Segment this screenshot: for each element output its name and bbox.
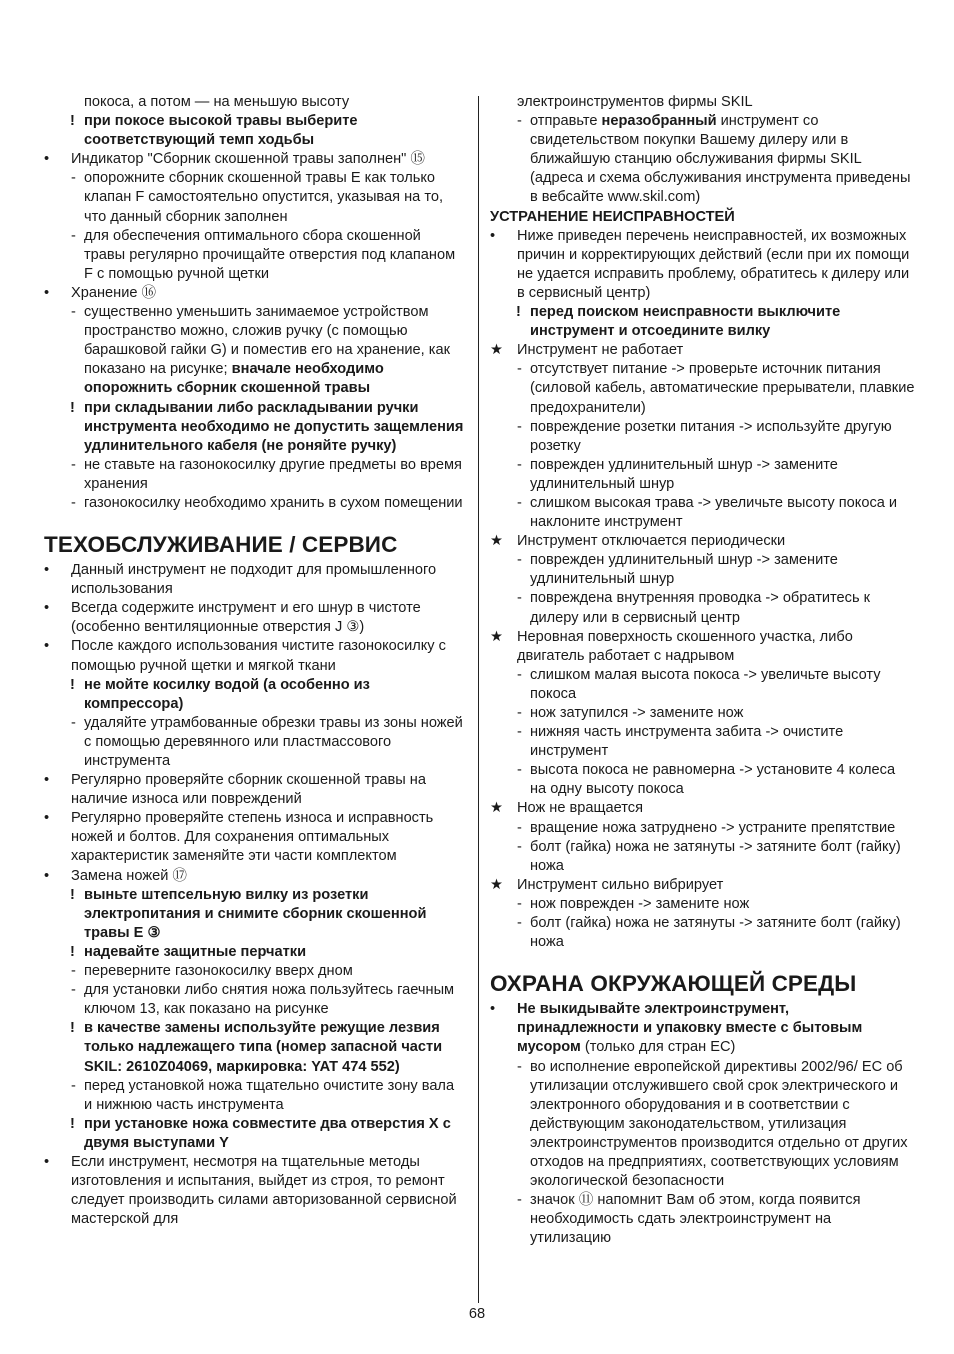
list-item — [44, 303, 464, 398]
dash-marker: - — [517, 1192, 522, 1209]
item-text: отправьте — [530, 113, 602, 130]
dash-marker: - — [71, 714, 76, 731]
list-item — [44, 494, 464, 513]
list-item — [490, 914, 915, 952]
list-item — [490, 1000, 915, 1057]
dash-marker: - — [517, 915, 522, 932]
warning-marker: ! — [70, 943, 75, 960]
item-text: нож затупился -> замените нож — [530, 705, 744, 721]
item-text: Неровная поверхность скошенного участка, либо двигатель работает с надрывом — [517, 628, 853, 664]
item-text: не мойте косилку водой (а особенно из компрессора) — [84, 676, 370, 712]
item-text: нижняя часть инструмента забита -> очистите инструмент — [530, 724, 844, 760]
bullet-marker: • — [44, 151, 50, 168]
warning-marker: ! — [70, 113, 75, 130]
warning-marker: ! — [70, 676, 75, 693]
list-item — [44, 456, 464, 494]
bullet-marker: • — [44, 1153, 50, 1170]
dash-marker: - — [71, 982, 76, 999]
star-marker: ★ — [490, 800, 504, 817]
item-text: во исполнение европейской директивы 2002/96/ ЕС об утилизации отслужившего свой срок электрического и электронного оборудования и в соответствии с действующим законодательством, утилизация электроинструментов производится отдельно от других отходов на предприятиях, соответствующих условиям экологической безопасности — [530, 1058, 908, 1190]
item-text: не ставьте на газонокосилку другие предметы во время хранения — [84, 456, 462, 492]
list-item — [44, 399, 464, 456]
dash-marker: - — [517, 819, 522, 836]
item-bold-text: неразобранный — [601, 113, 717, 130]
list-item — [44, 1019, 464, 1076]
star-marker: ★ — [490, 533, 504, 550]
list-item — [490, 532, 915, 551]
item-bold-text: вначале необходимо опорожнить сборник скошенной травы — [84, 361, 384, 397]
list-item — [490, 303, 915, 341]
section-heading: УСТРАНЕНИЕ НЕИСПРАВНОСТЕЙ — [490, 208, 735, 225]
list-item — [490, 761, 915, 799]
list-item — [490, 1191, 915, 1248]
item-text: высота покоса не равномерна -> установите 4 колеса на одну высоту покоса — [530, 762, 896, 798]
item-text: Регулярно проверяйте степень износа и исправность ножей и болтов. Для сохранения оптимальных характеристик заменяйте эти части комплектом — [71, 810, 434, 865]
item-text: слишком малая высота покоса -> увеличьте высоту покоса — [530, 666, 881, 702]
list-item — [490, 876, 915, 895]
list-item — [44, 809, 464, 866]
item-text: Индикатор "Сборник скошенной травы заполнен" ⑮ — [71, 151, 426, 168]
list-item — [490, 227, 915, 303]
column-divider — [478, 96, 479, 1303]
dash-marker: - — [517, 666, 522, 683]
item-text: при установке ножа совместите два отверстия X с двумя выступами Y — [84, 1115, 451, 1151]
item-text: электроинструментов фирмы SKIL — [517, 94, 753, 110]
item-text: вращение ножа затруднено -> устраните препятствие — [530, 819, 896, 836]
star-marker: ★ — [490, 628, 504, 645]
dash-marker: - — [71, 304, 76, 321]
item-text: слишком высокая трава -> увеличьте высоту покоса и наклоните инструмент — [530, 494, 898, 531]
item-text: газонокосилку необходимо хранить в сухом помещении — [84, 494, 463, 511]
dash-marker: - — [517, 456, 522, 473]
item-text: После каждого использования чистите газонокосилку с помощью ручной щетки и мягкой ткани — [71, 638, 446, 674]
item-text: нож поврежден -> замените нож — [530, 895, 750, 912]
item-text: Ниже приведен перечень неисправностей, их возможных причин и корректирующих действий (если при их помощи не удается исправить проблему, обратитесь к дилеру или в сервисный центр) — [517, 227, 910, 301]
item-text: Инструмент сильно вибрирует — [517, 876, 724, 893]
list-item — [44, 637, 464, 675]
item-text: при покосе высокой травы выберите соответствующий темп ходьбы — [84, 113, 358, 149]
list-item — [44, 561, 464, 599]
item-text: (только для стран ЕС) — [580, 1039, 736, 1056]
item-text: опорожните сборник скошенной травы E как только клапан F самостоятельно опустится, указывая на то, что данный сборник заполнен — [84, 170, 444, 225]
bullet-marker: • — [44, 638, 50, 655]
list-item — [44, 867, 464, 886]
dash-marker: - — [71, 1077, 76, 1094]
list-item — [44, 93, 464, 112]
item-text: покоса, а потом — на меньшую высоту — [84, 94, 350, 110]
dash-marker: - — [71, 170, 76, 187]
bullet-marker: • — [490, 1001, 496, 1018]
dash-marker: - — [71, 456, 76, 473]
list-item — [490, 93, 915, 112]
right-column — [490, 93, 915, 1248]
list-item — [490, 819, 915, 838]
item-text: Нож не вращается — [517, 800, 643, 817]
item-text: повреждена внутренняя проводка -> обратитесь к дилеру или в сервисный центр — [530, 590, 871, 626]
list-item — [44, 112, 464, 150]
item-text: Хранение ⑯ — [71, 284, 157, 301]
list-item — [490, 494, 915, 532]
left-column — [44, 93, 464, 1229]
dash-marker: - — [517, 724, 522, 741]
item-text: Инструмент отключается периодически — [517, 533, 786, 550]
list-item — [490, 628, 915, 666]
item-text: переверните газонокосилку вверх дном — [84, 963, 353, 980]
item-text: для обеспечения оптимального сбора скошенной травы регулярно прочищайте отверстия под клапаном F с помощью ручной щетки — [84, 227, 456, 282]
item-text: повреждение розетки питания -> используйте другую розетку — [530, 418, 892, 454]
list-item — [490, 666, 915, 704]
dash-marker: - — [517, 552, 522, 569]
dash-marker: - — [517, 494, 522, 511]
list-item — [44, 1115, 464, 1153]
list-item — [44, 886, 464, 943]
list-item — [44, 962, 464, 981]
list-item — [490, 704, 915, 723]
star-marker: ★ — [490, 876, 504, 893]
list-item — [44, 676, 464, 714]
list-item — [490, 341, 915, 360]
dash-marker: - — [517, 895, 522, 912]
item-text: болт (гайка) ножа не затянуты -> затяните болт (гайку) ножа — [530, 838, 901, 874]
dash-marker: - — [71, 963, 76, 980]
list-item — [490, 589, 915, 627]
section-heading: ТЕХОБСЛУЖИВАНИЕ / СЕРВИС — [44, 532, 398, 558]
warning-marker: ! — [70, 1020, 75, 1037]
warning-marker: ! — [70, 399, 75, 416]
list-item — [44, 227, 464, 284]
dash-marker: - — [517, 361, 522, 378]
item-bold-text: Не выкидывайте электроинструмент, принадлежности и упаковку вместе с бытовым мусором — [517, 1001, 863, 1056]
warning-marker: ! — [516, 304, 521, 321]
list-item — [44, 1153, 464, 1229]
bullet-marker: • — [44, 772, 50, 789]
bullet-marker: • — [44, 600, 50, 617]
item-text: надевайте защитные перчатки — [84, 943, 307, 960]
bullet-marker: • — [44, 867, 50, 884]
item-text: при складывании либо раскладывании ручки инструмента необходимо не допустить защемления удлинительного кабеля (не роняйте ручку) — [84, 399, 464, 454]
list-item — [490, 799, 915, 818]
item-text: перед установкой ножа тщательно очистите зону вала и нижнюю часть инструмента — [84, 1077, 455, 1113]
list-item — [490, 418, 915, 456]
item-text: в качестве замены используйте режущие лезвия только надлежащего типа (номер запасной части SKIL: 2610Z04069, маркировка: YAT 474 552) — [84, 1020, 443, 1075]
list-item — [490, 723, 915, 761]
list-item — [44, 169, 464, 226]
item-text: отсутствует питание -> проверьте источник питания (силовой кабель, автоматические прерыватели, плавкие предохранители) — [530, 361, 915, 416]
bullet-marker: • — [44, 562, 50, 579]
warning-marker: ! — [70, 886, 75, 903]
list-item — [490, 112, 915, 207]
item-text: Регулярно проверяйте сборник скошенной травы на наличие износа или повреждений — [71, 772, 426, 808]
list-item — [44, 981, 464, 1019]
bullet-marker: • — [44, 810, 50, 827]
item-text: поврежден удлинительный шнур -> замените удлинительный шнур — [530, 456, 838, 492]
bullet-marker: • — [44, 284, 50, 301]
bullet-marker: • — [490, 227, 496, 244]
list-item — [490, 456, 915, 494]
item-text: существенно уменьшить занимаемое устройством пространство можно, сложив ручку (с помощью барашковой гайки G) и поместив его на хранение, как показано на рисунке; — [84, 304, 450, 378]
list-item — [44, 284, 464, 303]
item-text: Инструмент не работает — [517, 342, 684, 359]
item-text: выньте штепсельную вилку из розетки электропитания и снимите сборник скошенной травы E ③ — [84, 886, 427, 941]
item-text: болт (гайка) ножа не затянуты -> затяните болт (гайку) ножа — [530, 915, 901, 951]
dash-marker: - — [517, 705, 522, 721]
page-number: 68 — [468, 1306, 486, 1322]
item-text: инструмент со свидетельством покупки Вашему дилеру или в ближайшую станцию обслуживания фирмы SKIL (адреса и схема обслуживания инструмента приведены в вебсайте www.skil.com) — [530, 113, 911, 206]
item-text: Если инструмент, несмотря на тщательные методы изготовления и испытания, выйдет из строя, то ремонт следует производить силами авторизованной сервисной мастерской для — [71, 1153, 457, 1228]
dash-marker: - — [71, 227, 76, 244]
dash-marker: - — [517, 838, 522, 855]
list-item — [44, 150, 464, 169]
dash-marker: - — [517, 113, 522, 130]
list-item — [490, 895, 915, 914]
item-text: для установки либо снятия ножа пользуйтесь гаечным ключом 13, как показано на рисунке — [84, 982, 455, 1018]
list-item — [44, 599, 464, 637]
item-text: удаляйте утрамбованные обрезки травы из зоны ножей с помощью деревянного или пластмассового инструмента — [84, 714, 463, 769]
list-item — [44, 771, 464, 809]
dash-marker: - — [71, 494, 76, 511]
list-item — [490, 360, 915, 417]
item-text: Всегда содержите инструмент и его шнур в чистоте (особенно вентиляционные отверстия J ③) — [71, 600, 421, 636]
dash-marker: - — [517, 418, 522, 435]
list-item — [44, 714, 464, 771]
list-item — [490, 838, 915, 876]
list-item — [490, 551, 915, 589]
dash-marker: - — [517, 1058, 522, 1075]
warning-marker: ! — [70, 1115, 75, 1132]
item-text: поврежден удлинительный шнур -> замените удлинительный шнур — [530, 552, 838, 588]
item-text: Замена ножей ⑰ — [71, 867, 188, 884]
list-item — [44, 943, 464, 962]
dash-marker: - — [517, 762, 522, 779]
section-heading: ОХРАНА ОКРУЖАЮЩЕЙ СРЕДЫ — [490, 971, 857, 997]
list-item — [490, 1058, 915, 1192]
dash-marker: - — [517, 590, 522, 607]
item-text: перед поиском неисправности выключите инструмент и отсоедините вилку — [530, 304, 841, 340]
item-text: значок ⑪ напомнит Вам об этом, когда появится необходимость сдать электроинструмент на утилизацию — [530, 1192, 861, 1247]
list-item — [44, 1077, 464, 1115]
item-text: Данный инструмент не подходит для промышленного использования — [71, 562, 437, 598]
star-marker: ★ — [490, 342, 504, 359]
